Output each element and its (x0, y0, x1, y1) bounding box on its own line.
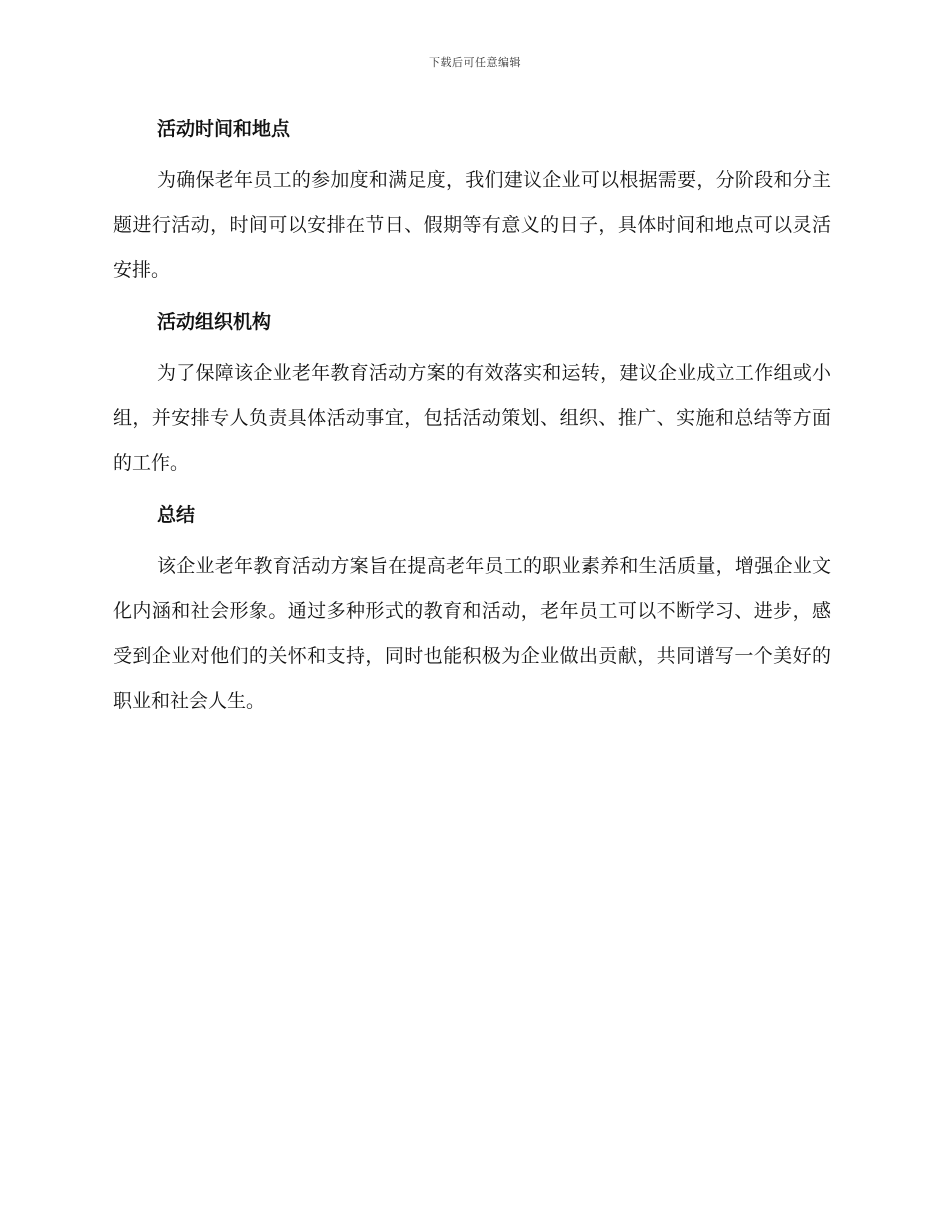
section-summary (113, 498, 831, 724)
document-body (113, 112, 831, 736)
section-activity-organization (113, 305, 831, 486)
section-activity-time-location (113, 112, 831, 293)
section-paragraph: 为了保障该企业老年教育活动方案的有效落实和运转，建议企业成立工作组或小组，并安排专人负责具体活动事宜，包括活动策划、组织、推广、实施和总结等方面的工作。 (113, 362, 831, 474)
section-paragraph: 该企业老年教育活动方案旨在提高老年员工的职业素养和生活质量，增强企业文化内涵和社会形象。通过多种形式的教育和活动，老年员工可以不断学习、进步，感受到企业对他们的关怀和支持，同时也能积极为企业做出贡献，共同谱写一个美好的职业和社会人生。 (113, 555, 831, 712)
section-paragraph: 为确保老年员工的参加度和满足度，我们建议企业可以根据需要，分阶段和分主题进行活动，时间可以安排在节日、假期等有意义的日子，具体时间和地点可以灵活安排。 (113, 169, 831, 281)
section-heading: 总结 (157, 504, 196, 526)
page-header: 下载后可任意编辑 (429, 56, 521, 69)
section-heading: 活动时间和地点 (157, 118, 291, 140)
section-heading: 活动组织机构 (157, 311, 272, 333)
